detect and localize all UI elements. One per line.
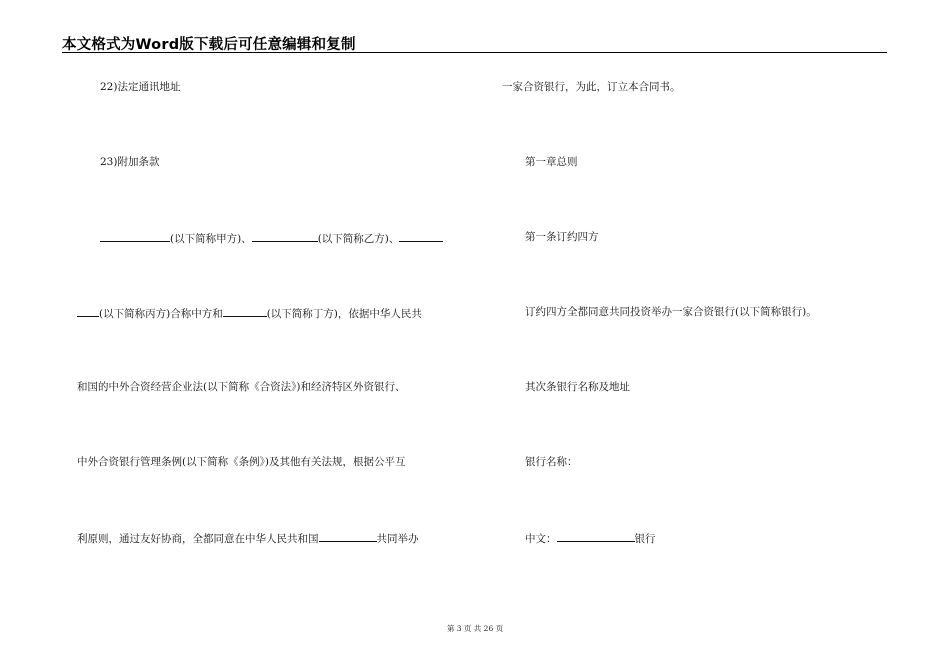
bank-suffix: 银行	[634, 533, 656, 545]
left-line-3	[100, 230, 443, 246]
blank-party-c[interactable]	[399, 230, 443, 242]
left-line-4	[77, 305, 422, 321]
left-line-4-seg1: (以下简称丙方)合称中方和	[99, 308, 223, 320]
blank-party-b[interactable]	[252, 230, 318, 242]
left-line-7-seg2: 共同举办	[376, 533, 419, 545]
page-footer: 第 3 页 共 26 页	[446, 624, 504, 633]
blank-party-a[interactable]	[100, 230, 170, 242]
article-1-heading: 第一条订约四方	[525, 231, 599, 243]
blank-party-c-cont[interactable]	[77, 305, 99, 317]
blank-party-d[interactable]	[223, 305, 267, 317]
left-line-7	[77, 530, 419, 546]
right-line-7	[525, 530, 656, 546]
left-line-3-seg2: (以下简称乙方)、	[317, 233, 400, 245]
left-line-2: 23)附加条款	[100, 156, 160, 168]
blank-location[interactable]	[319, 530, 377, 542]
right-line-4: 订约四方全都同意共同投资举办一家合资银行(以下简称银行)。	[525, 306, 817, 318]
left-line-6: 中外合资银行管理条例(以下简称《条例》)及其他有关法规，根据公平互	[77, 456, 406, 468]
header-divider	[62, 52, 887, 53]
chinese-name-label: 中文：	[525, 533, 557, 545]
chapter-heading: 第一章总则	[525, 156, 578, 168]
page-header-title: 本文格式为Word版下载后可任意编辑和复制	[62, 37, 356, 53]
left-line-4-seg2: (以下简称丁方)，依据中华人民共	[266, 308, 422, 320]
left-line-1: 22)法定通讯地址	[100, 81, 181, 93]
left-line-5: 和国的中外合资经营企业法(以下简称《合资法》)和经济特区外资银行、	[77, 381, 406, 393]
left-line-7-seg1: 利原则，通过友好协商，全都同意在中华人民共和国	[77, 533, 319, 545]
article-2-heading: 其次条银行名称及地址	[525, 381, 630, 393]
left-line-3-seg1: (以下简称甲方)、	[170, 233, 252, 245]
bank-name-label: 银行名称：	[525, 456, 578, 468]
blank-chinese-name[interactable]	[557, 530, 635, 542]
right-line-1: 一家合资银行，为此，订立本合同书。	[502, 81, 681, 93]
